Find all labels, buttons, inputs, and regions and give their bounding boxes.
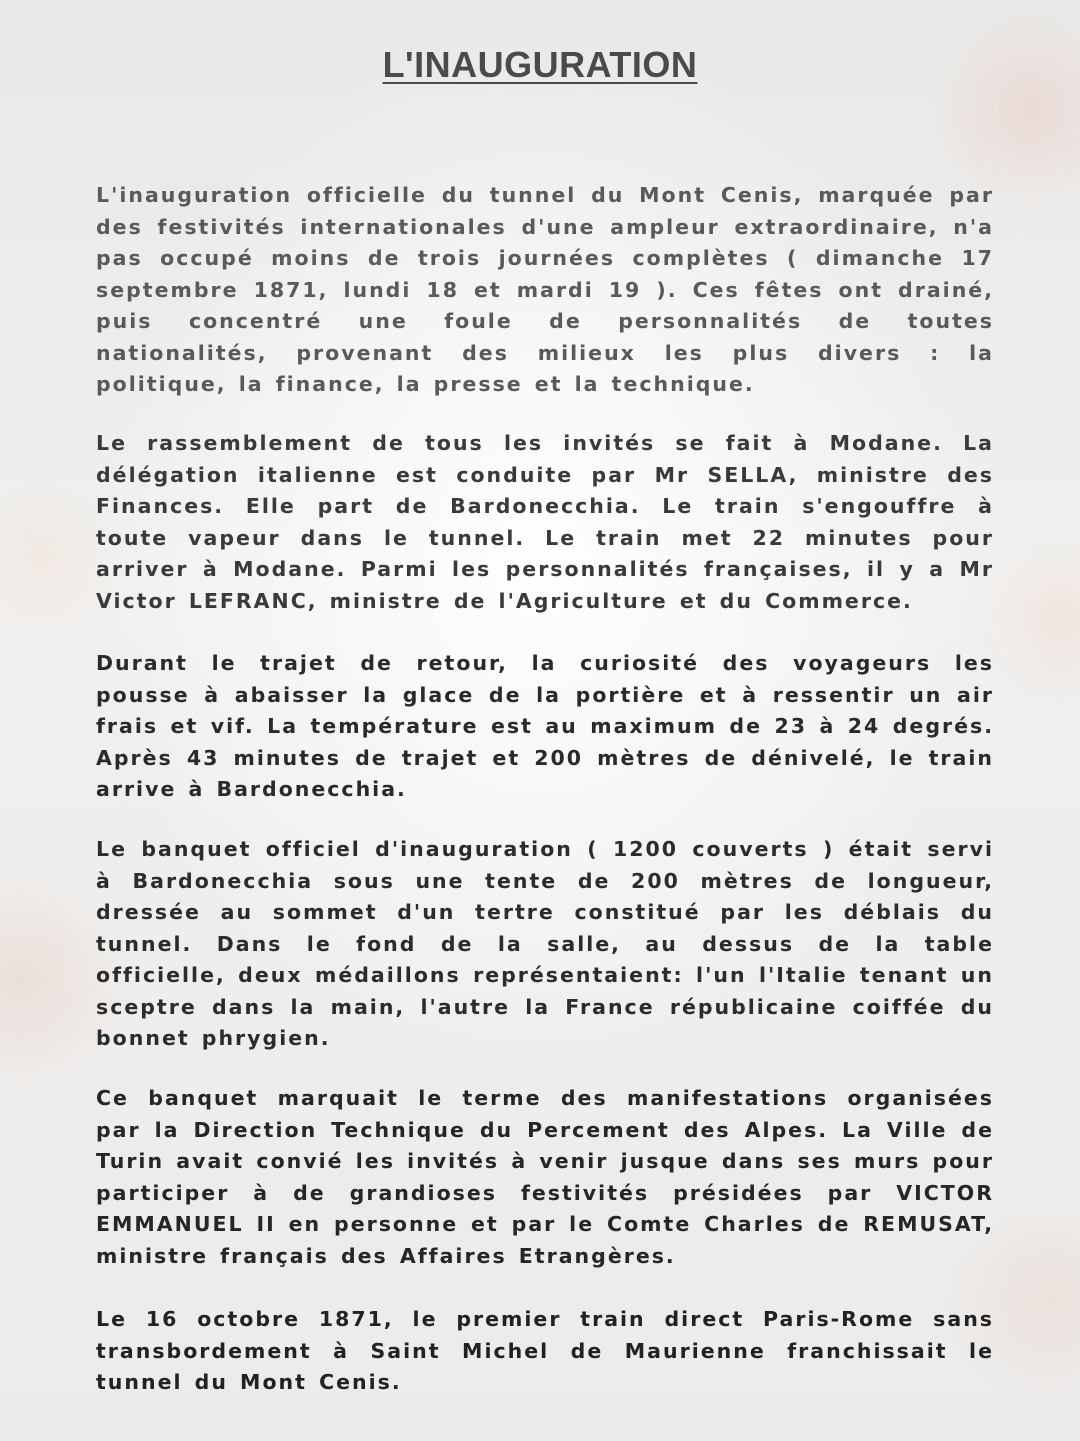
paragraph-premier-train: Le 16 octobre 1871, le premier train direct Paris-Rome sans transbordement à Saint Michel de Maurienne franchissait le tunnel du Mont Cenis. bbox=[96, 1307, 994, 1394]
paragraph-banquet: Le banquet officiel d'inauguration ( 1200 couverts ) était servi à Bardonecchia sous une tente de 200 mètres de longueur, dressée au sommet d'un tertre constitué par les déblais du tunnel. Dans le fond de la salle, au dessus de la table officielle, deux médaillons représentaient: l'un l'Italie tenant un sceptre dans la main, l'autre la France républicaine coiffée du bonnet phrygien. bbox=[96, 837, 994, 1050]
document-title: L'INAUGURATION bbox=[382, 44, 698, 85]
paragraph-trajet-retour: Durant le trajet de retour, la curiosité des voyageurs les pousse à abaisser la glace de la portière et à ressentir un air frais et vif. La température est au maximum de 23 à 24 degrés. Après 43 minutes de trajet et 200 mètres de dénivelé, le train arrive à Bardonecchia. bbox=[96, 651, 994, 801]
paragraph-festivites-turin: Ce banquet marquait le terme des manifestations organisées par la Direction Technique du Percement des Alpes. La Ville de Turin avait convié les invités à venir jusque dans ses murs pour participer à de grandioses festivités présidées par VICTOR EMMANUEL II en personne et par le Comte Charles de REMUSAT, ministre français des Affaires Etrangères. bbox=[96, 1086, 994, 1268]
paragraph-rassemblement: Le rassemblement de tous les invités se fait à Modane. La délégation italienne est conduite par Mr SELLA, ministre des Finances. Elle part de Bardonecchia. Le train s'engouffre à toute vapeur dans le tunnel. Le train met 22 minutes pour arriver à Modane. Parmi les personnalités françaises, il y a Mr Victor LEFRANC, ministre de l'Agriculture et du Commerce. bbox=[96, 431, 994, 613]
paragraph-inauguration-intro: L'inauguration officielle du tunnel du Mont Cenis, marquée par des festivités internationales d'une ampleur extraordinaire, n'a pas occupé moins de trois journées complètes ( dimanche 17 septembre 1871, lundi 18 et mardi 19 ). Ces fêtes ont drainé, puis concentré une foule de personnalités de toutes nationalités, provenant des milieux les plus divers : la politique, la finance, la presse et la technique. bbox=[96, 183, 994, 396]
